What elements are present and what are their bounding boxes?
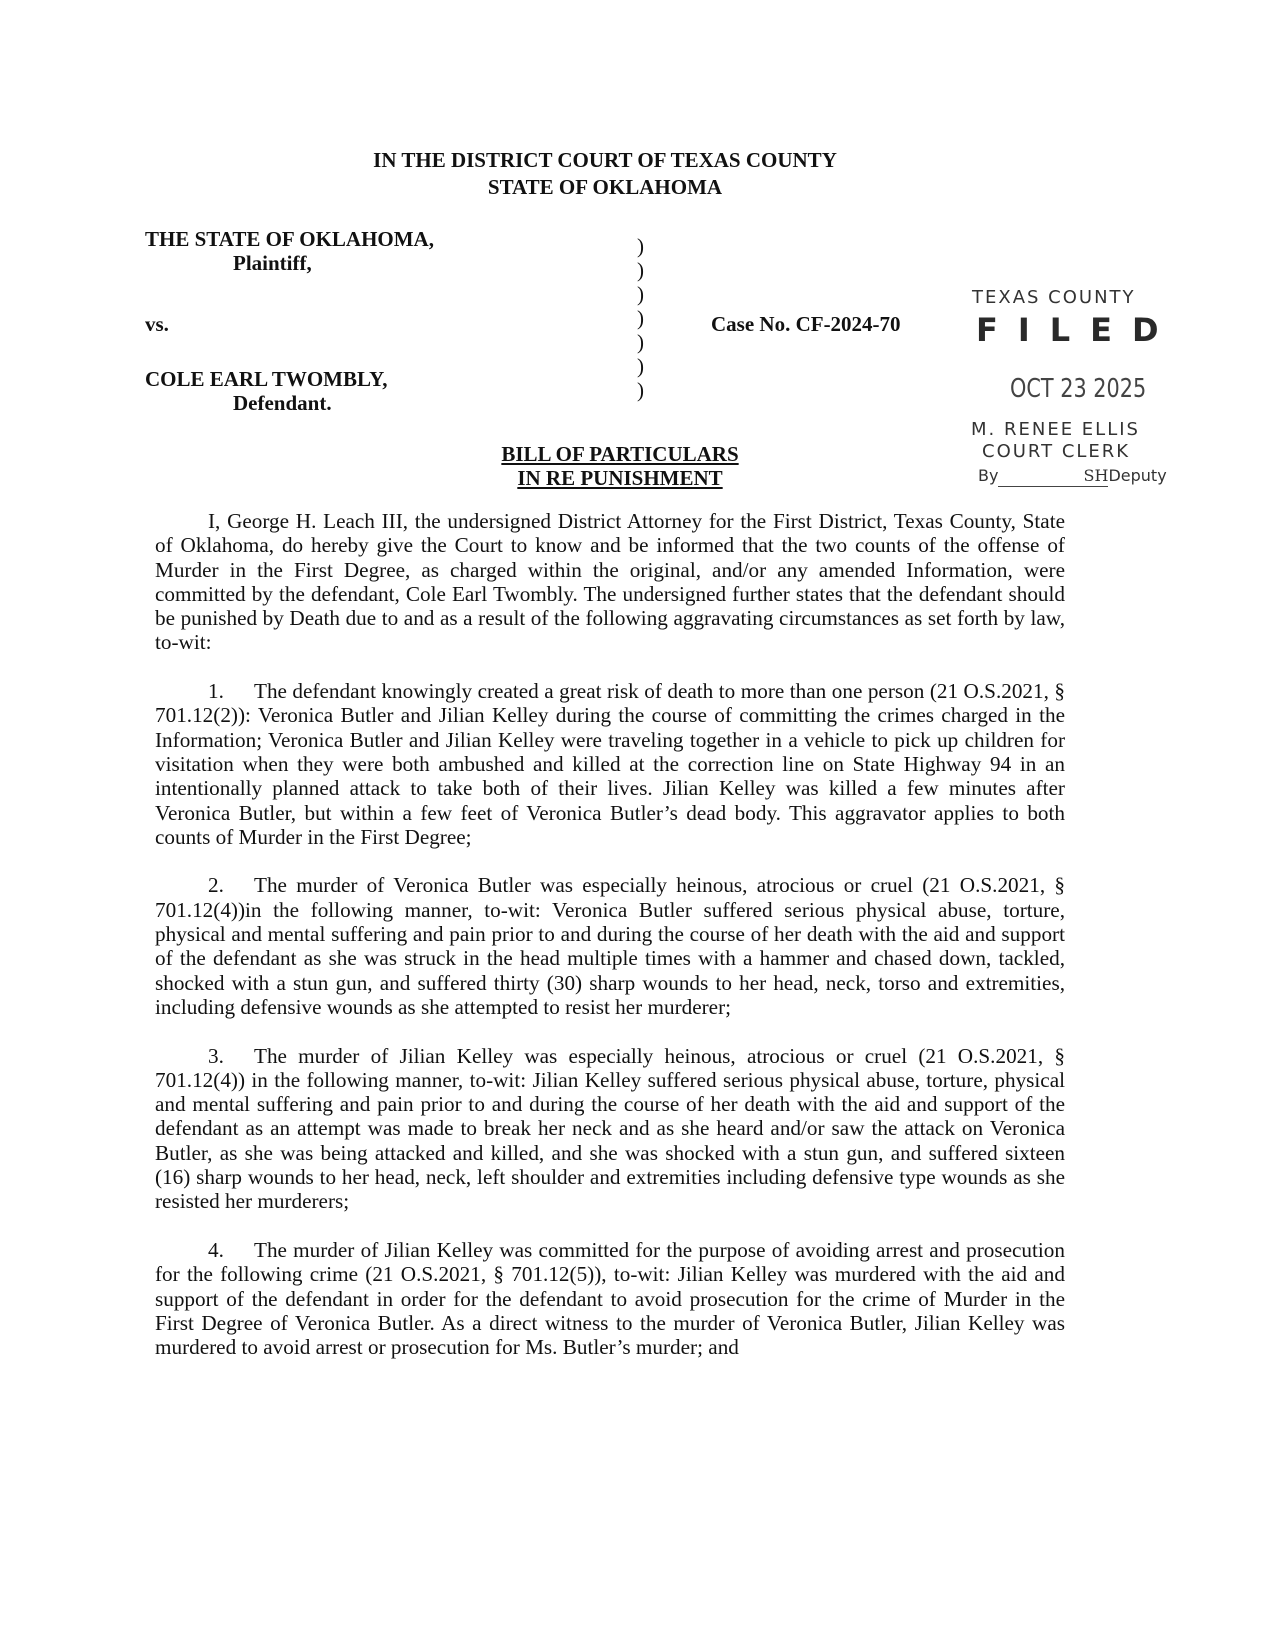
item-number: 3.	[208, 1043, 224, 1068]
case-number: Case No. CF-2024-70	[711, 312, 901, 336]
court-header	[0, 147, 1210, 201]
aggravator-1	[155, 679, 1065, 849]
item-text: The murder of Veronica Butler was especially heinous, atrocious or cruel (21 O.S.2021, § 701.12(4))in the following manner, to-wit: Veronica Butler suffered serious physical abuse, torture, physical and mental suffering and pain prior to and during the course of her death with the aid and support of the defendant as she was struck in the head multiple times with a hammer and chased down, tackled, shocked with a stun gun, and suffered thirty (30) sharp wounds to her head, neck, torso and extremities, including defensive wounds as she attempted to resist her murderer;	[155, 873, 1065, 1019]
document-title	[430, 442, 810, 490]
paren: )	[637, 306, 644, 330]
intro-paragraph: I, George H. Leach III, the undersigned District Attorney for the First District, Texas County, State of Oklahoma, do hereby give the Court to know and be informed that the two counts of the offense of Murder in the First Degree, as charged within the original, and/or any amended Information, were committed by the defendant, Cole Earl Twombly. The undersigned further states that the defendant should be punished by Death due to and as a result of the following aggravating circumstances as set forth by law, to-wit:	[155, 509, 1065, 655]
item-number: 1.	[208, 679, 224, 704]
court-state: STATE OF OKLAHOMA	[487, 175, 723, 199]
court-name: IN THE DISTRICT COURT OF TEXAS COUNTY	[373, 148, 837, 172]
stamp-initials: SH	[998, 466, 1108, 487]
plaintiff-name: THE STATE OF OKLAHOMA,	[145, 227, 434, 251]
item-number: 4.	[208, 1237, 224, 1262]
stamp-county: TEXAS COUNTY	[972, 287, 1136, 308]
item-text: The murder of Jilian Kelley was especially heinous, atrocious or cruel (21 O.S.2021, § 701.12(4)) in the following manner, to-wit: Jilian Kelley suffered serious physical abuse, torture, physical and mental suffering and pain prior to and during the course of her death with the aid and support of the defendant as an attempt was made to break her neck and as she heard and/or saw the attack on Veronica Butler, as she was being attacked and killed, and she was shocked with a stun gun, and suffered sixteen (16) sharp wounds to her head, neck, left shoulder and extremities including defensive type wounds as she resisted her murderers;	[155, 1043, 1065, 1214]
paren: )	[637, 258, 644, 282]
defendant-name: COLE EARL TWOMBLY,	[145, 367, 388, 391]
stamp-date: OCT 23 2025	[1010, 374, 1147, 404]
caption-parens	[637, 234, 644, 402]
paren: )	[637, 330, 644, 354]
defendant-label: Defendant.	[233, 391, 332, 415]
stamp-filed: FILED	[976, 311, 1179, 349]
paren: )	[637, 282, 644, 306]
stamp-by	[978, 466, 1167, 487]
item-text: The murder of Jilian Kelley was committed for the purpose of avoiding arrest and prosecution for the following crime (21 O.S.2021, § 701.12(5)), to-wit: Jilian Kelley was murdered with the aid and support of the defendant in order for the defendant to avoid prosecution for the crime of Murder in the First Degree of Veronica Butler. As a direct witness to the murder of Veronica Butler, Jilian Kelley was murdered to avoid arrest or prosecution for Ms. Butler’s murder; and	[155, 1237, 1065, 1360]
paren: )	[637, 234, 644, 258]
stamp-deputy: Deputy	[1108, 466, 1167, 485]
item-text: The defendant knowingly created a great risk of death to more than one person (21 O.S.2021, § 701.12(2)): Veronica Butler and Jilian Kelley during the course of committing the crimes charged in the Information; Veronica Butler and Jilian Kelley were traveling together in a vehicle to pick up children for visitation when they were both ambushed and killed at the correction line on State Highway 94 in an intentionally planned attack to take both of their lives. Jilian Kelley was killed a few minutes after Veronica Butler, but within a few feet of Veronica Butler’s dead body. This aggravator applies to both counts of Murder in the First Degree;	[155, 679, 1065, 849]
stamp-by-label: By	[978, 466, 999, 485]
title-line2: IN RE PUNISHMENT	[517, 466, 723, 490]
aggravator-2	[155, 873, 1065, 1019]
item-number: 2.	[208, 873, 224, 898]
aggravator-3	[155, 1044, 1065, 1214]
document-body	[155, 509, 1065, 1384]
paren: )	[637, 354, 644, 378]
plaintiff-label: Plaintiff,	[233, 251, 312, 275]
stamp-clerk-title: COURT CLERK	[982, 441, 1131, 462]
title-line1: BILL OF PARTICULARS	[501, 442, 739, 466]
aggravator-4	[155, 1238, 1065, 1359]
paren: )	[637, 378, 644, 402]
stamp-clerk: M. RENEE ELLIS	[971, 419, 1140, 440]
vs-label: vs.	[145, 312, 169, 336]
